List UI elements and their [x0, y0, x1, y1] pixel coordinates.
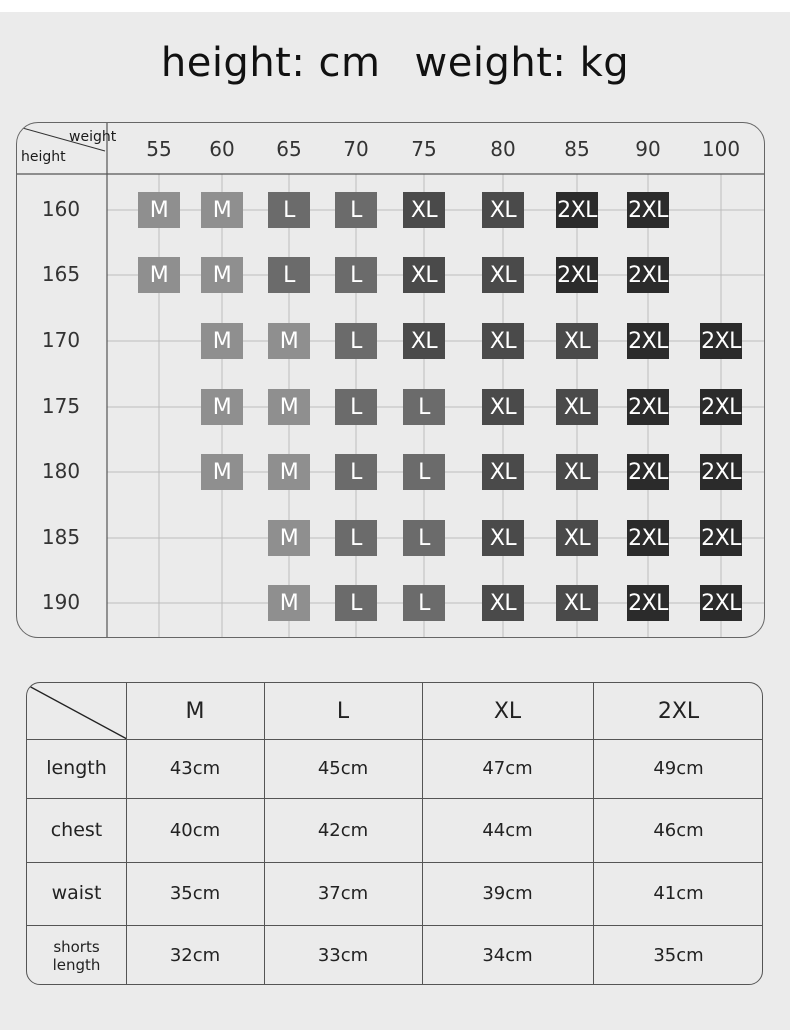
weight-label: 60: [209, 137, 235, 161]
corner-weight-label: weight: [69, 129, 117, 145]
measurement-row-label: chest: [50, 818, 103, 841]
size-cell: 2XL: [556, 192, 598, 228]
measurement-value: 47cm: [482, 758, 533, 779]
size-cell: 2XL: [700, 389, 742, 425]
height-label: 160: [41, 197, 81, 221]
measurement-row-label-text: shorts length: [52, 937, 101, 974]
height-label: 170: [41, 328, 81, 352]
size-column-header: 2XL: [657, 698, 700, 724]
size-cell: 2XL: [700, 323, 742, 359]
title-height-unit: height: cm: [160, 40, 381, 86]
size-cell: M: [268, 323, 310, 359]
measurement-value: 45cm: [317, 758, 369, 779]
size-cell: XL: [403, 323, 445, 359]
size-cell: 2XL: [556, 257, 598, 293]
size-cell: M: [201, 454, 243, 490]
size-cell: M: [201, 389, 243, 425]
size-column-header: L: [336, 698, 350, 724]
measurement-row-label: [27, 925, 126, 985]
measurement-value: 46cm: [653, 819, 704, 841]
size-cell: L: [403, 389, 445, 425]
header-diagonal: [27, 683, 127, 740]
size-cell: XL: [556, 520, 598, 556]
measurement-value: 34cm: [482, 945, 533, 966]
size-cell: L: [403, 585, 445, 621]
measurement-value: 35cm: [169, 883, 221, 904]
size-cell: L: [335, 585, 377, 621]
size-cell: L: [335, 192, 377, 228]
weight-label: 70: [343, 137, 369, 161]
height-label: 190: [41, 590, 81, 614]
size-cell: L: [403, 454, 445, 490]
size-cell: XL: [482, 323, 524, 359]
weight-label: 55: [146, 137, 172, 161]
size-cell: 2XL: [627, 585, 669, 621]
weight-label: 90: [635, 137, 661, 161]
corner-height-label: height: [21, 149, 66, 165]
height-label: 185: [41, 525, 81, 549]
size-cell: XL: [482, 585, 524, 621]
size-cell: M: [268, 520, 310, 556]
weight-label: 80: [490, 137, 516, 161]
size-cell: L: [335, 323, 377, 359]
size-cell: XL: [556, 389, 598, 425]
measurement-value: 39cm: [482, 883, 533, 904]
measurement-value: 44cm: [482, 819, 533, 841]
size-cell: L: [335, 257, 377, 293]
size-cell: XL: [556, 323, 598, 359]
size-cell: M: [201, 192, 243, 228]
size-cell: M: [268, 454, 310, 490]
size-column-header: XL: [493, 698, 522, 724]
size-cell: M: [138, 192, 180, 228]
size-cell: XL: [482, 520, 524, 556]
size-cell: 2XL: [700, 454, 742, 490]
size-cell: 2XL: [627, 389, 669, 425]
size-matrix: [16, 122, 765, 638]
weight-label: 75: [411, 137, 437, 161]
size-cell: L: [403, 520, 445, 556]
size-cell: M: [268, 585, 310, 621]
size-cell: XL: [482, 454, 524, 490]
height-label: 180: [41, 459, 81, 483]
size-cell: L: [268, 257, 310, 293]
size-cell: XL: [556, 454, 598, 490]
size-cell: L: [335, 389, 377, 425]
size-cell: L: [335, 454, 377, 490]
size-cell: XL: [482, 257, 524, 293]
title-weight-unit: weight: kg: [414, 40, 630, 86]
size-cell: 2XL: [627, 520, 669, 556]
size-cell: 2XL: [700, 585, 742, 621]
size-cell: XL: [556, 585, 598, 621]
height-label: 165: [41, 262, 81, 286]
measurement-value: 40cm: [169, 819, 221, 841]
measurement-value: 37cm: [317, 883, 369, 904]
size-cell: M: [138, 257, 180, 293]
weight-label: 100: [701, 137, 741, 161]
measurement-value: 35cm: [653, 945, 704, 966]
size-cell: L: [335, 520, 377, 556]
measurement-row-label: length: [46, 757, 107, 780]
size-cell: M: [268, 389, 310, 425]
size-cell: M: [201, 257, 243, 293]
weight-label: 85: [564, 137, 590, 161]
size-column-header: M: [185, 698, 205, 724]
measurement-value: 41cm: [653, 883, 704, 904]
measurement-value: 32cm: [169, 945, 221, 966]
height-label: 175: [41, 394, 81, 418]
size-cell: 2XL: [627, 454, 669, 490]
measurement-value: 33cm: [317, 945, 369, 966]
size-cell: XL: [482, 192, 524, 228]
page-title: [0, 40, 790, 86]
measurement-value: 43cm: [169, 758, 221, 779]
size-cell: M: [201, 323, 243, 359]
size-cell: XL: [403, 192, 445, 228]
size-cell: 2XL: [627, 192, 669, 228]
size-cell: XL: [482, 389, 524, 425]
measurement-value: 49cm: [653, 758, 704, 779]
size-cell: 2XL: [627, 323, 669, 359]
size-cell: 2XL: [627, 257, 669, 293]
size-cell: 2XL: [700, 520, 742, 556]
weight-label: 65: [276, 137, 302, 161]
measurement-table: [26, 682, 763, 985]
top-strip: [0, 0, 790, 12]
size-cell: XL: [403, 257, 445, 293]
measurement-row-label: waist: [51, 882, 102, 905]
measurement-value: 42cm: [317, 819, 369, 841]
size-cell: L: [268, 192, 310, 228]
